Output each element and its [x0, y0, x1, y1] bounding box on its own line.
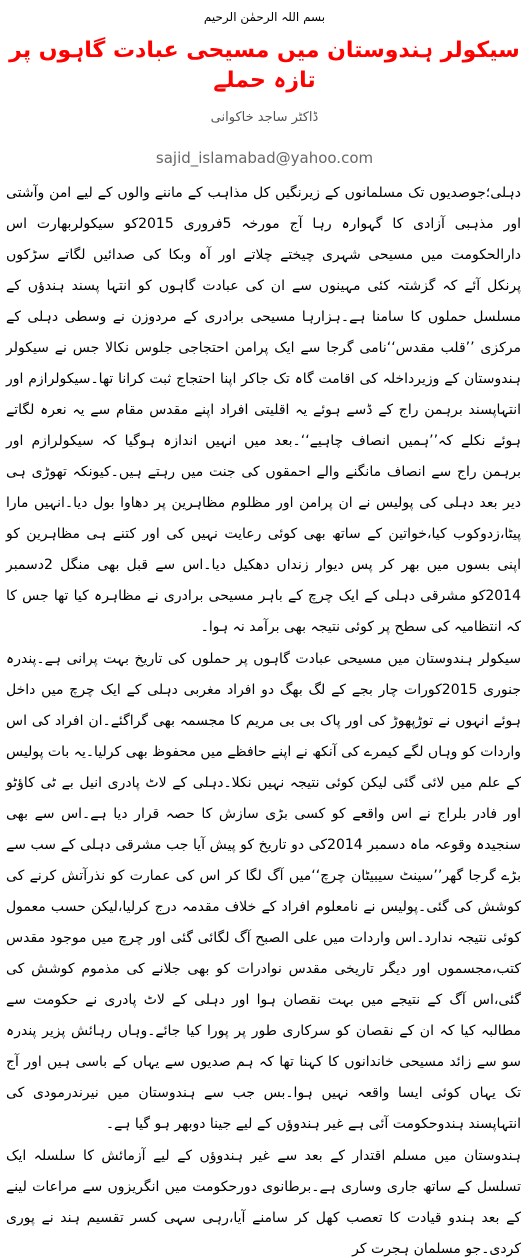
paragraph-3: ہندوستان میں مسلم اقتدار کے بعد سے غیر ہندوؤں کے لیے آزمائش کا سلسلہ ایک تسلسل کے ساتھ جاری وساری ہے۔برطانوی دورحکومت میں انگریزوں سے مراعات لینے کے بعد ہندو قیادت کا تعصب کھل کر سامنے آیا،رہی سہی کسر تقسیم ہند نے پوری کردی۔جو مسلمان ہجرت کر [6, 1148, 521, 1257]
article-title: سیکولر ہندوستان میں مسیحی عبادت گاہوں پر تازہ حملے [9, 38, 520, 93]
paragraph-1: دہلی؛جوصدیوں تک مسلمانوں کے زیرنگیں کل مذاہب کے ماننے والوں کے لیے امن وآشتی اور مذہبی آزادی کا گہوارہ رہا آج مورخہ 5فروری 2015کو سیکولربھارت اس دارالحکومت میں مسیحی شہری چیختے چلاتے اور آہ وبکا کی صدائیں لگاتے سڑکوں پرنکل آئے کہ گزشتہ کئی مہینوں سے ان کی عبادت گاہوں کو انتہا پسند ہندؤں کے مسلسل حملوں کا سامنا ہے۔ہزارہا مسیحی برادری کے مردوزن نے وسطی دہلی کے مرکزی ’’قلب مقدس‘‘نامی گرجا سے ایک پرامن احتجاجی جلوس نکالا جس نے سیکولر ہندوستان کے وزیرداخلہ کی اقامت گاہ تک جاکر اپنا احتجاج ثبت کرانا تھا۔سیکولرازم اور انتہاپسند برہمن راج کے ڈسے ہوئے یہ اقلیتی افراد اپنے مقدس مقام سے یہ نعرہ لگاتے ہوئے نکلے کہ’’ہمیں انصاف چاہیے‘‘۔بعد میں انہیں اندازہ ہوگیا کہ سیکولرازم اور برہمن راج سے انصاف مانگنے والے احمقوں کی جنت میں رہتے ہیں۔کیونکہ تھوڑی ہی دیر بعد دہلی کی پولیس نے ان پرامن اور مظلوم مظاہرین پر دھاوا بول دیا۔انہیں مارا پیٹا،زدوکوب کیا،خواتین کے ساتھ بھی کوئی رعایت نہیں کی اور کتنے ہی مظاہرین کو اپنی بسوں میں بھر کر پس دیوار زنداں دھکیل دیا۔اس سے قبل بھی منگل 2دسمبر 2014کو مشرقی دہلی کے ایک چرچ کے باہر مسیحی برادری نے مظاہرہ کیا تھا جس کا کہ انتظامیہ کی سطح پر کوئی نتیجہ بھی برآمد نہ ہوا۔ [6, 185, 521, 635]
author-name: ڈاکٹر ساجد خاکوانی [210, 110, 319, 125]
article-body [0, 178, 529, 1258]
bismillah-heading: بسم اللہ الرحمٰن الرحیم [203, 10, 326, 24]
author-email: sajid_islamabad@yahoo.com [155, 149, 374, 167]
paragraph-2: سیکولر ہندوستان میں مسیحی عبادت گاہوں پر حملوں کی تاریخ بہت پرانی ہے۔پندرہ جنوری 2015کورات چار بجے کے لگ بھگ دو افراد مغربی دہلی کے ایک چرچ میں داخل ہوئے انہوں نے توڑپھوڑ کی اور پاک بی بی مریم کا مجسمہ بھی گراگئے۔ان افراد کی اس واردات کو وہاں لگے کیمرے کی آنکھ نے اپنے حافظے میں محفوظ بھی کرلیا۔یہ بات پولیس کے علم میں لائی گئی لیکن کوئی نتیجہ نہیں نکلا۔دہلی کے لاٹ پادری انیل بے ٹی کاؤٹو اور فادر بلراج نے اس واقعے کو کسی بڑی سازش کا حصہ قرار دیا ہے۔اس سے بھی سنجیدہ وقوعہ ماہ دسمبر 2014کی دو تاریخ کو پیش آیا جب مشرقی دہلی کے سب سے بڑے گرجا گھر’’سینٹ سیبیٹان چرچ‘‘میں آگ لگا کر اس کی عمارت کو نذرآتش کرنے کی کوشش کی گئی۔پولیس نے نامعلوم افراد کے خلاف مقدمہ درج کرلیا،لیکن حسب معمول کوئی نتیجہ ندارد۔اس واردات میں علی الصبح آگ لگائی گئی اور چرچ میں موجود مقدس کتب،مجسموں اور دیگر تاریخی مقدس نوادرات کو بھی جلانے کی مذموم کوشش کی گئی،اس آگ کے نتیجے میں بہت نقصان ہوا اور دہلی کے لاٹ پادری نے حکومت سے مطالبہ کیا کہ ان کے نقصان کو سرکاری طور پر پورا کیا جائے۔وہاں رہائش پزیر پندرہ سو سے زائد مسیحی خاندانوں کا کہنا تھا کہ ہم صدیوں سے یہاں کے باسی ہیں اور آج تک یہاں کوئی ایسا واقعہ نہیں ہوا۔بس جب سے ہندوستان میں نیرندرمودی کی انتہاپسند ہندوحکومت آئی ہے غیر ہندوؤں کے لیے جینا دوبھر ہو گیا ہے۔ [6, 651, 522, 1132]
